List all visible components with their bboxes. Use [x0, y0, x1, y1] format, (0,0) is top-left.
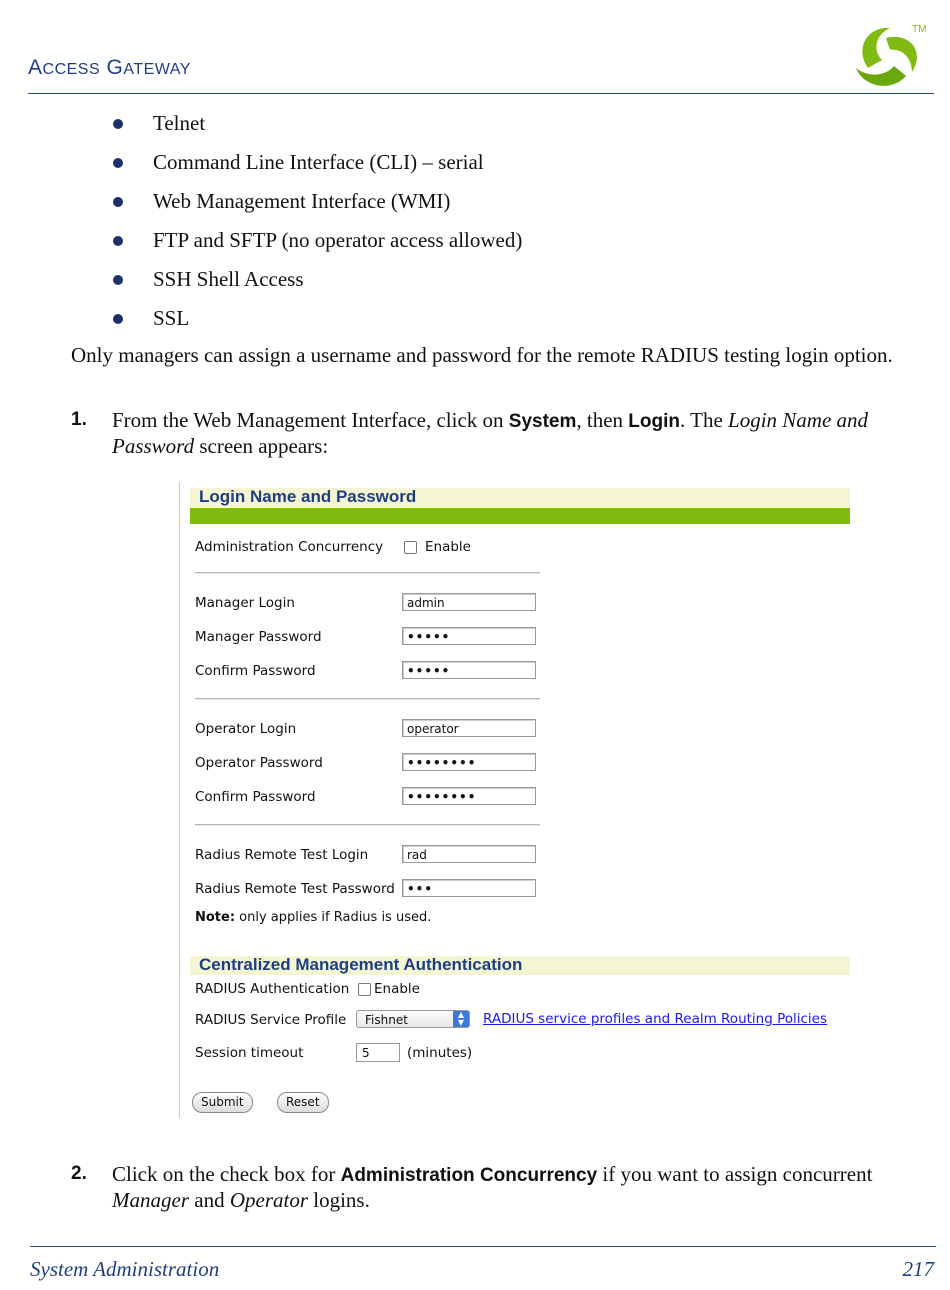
green-bar — [190, 508, 850, 524]
step-text — [112, 408, 933, 458]
cma-title: Centralized Management Authentication — [199, 955, 523, 974]
manager-password-input[interactable]: ••••• — [402, 627, 536, 645]
radius-profile-select[interactable] — [356, 1010, 470, 1028]
radius-profile-value: Fishnet — [365, 1013, 408, 1027]
running-header-title — [28, 56, 191, 80]
step-text-part: logins. — [308, 1188, 370, 1212]
step-1 — [71, 408, 933, 458]
radius-profile-label: RADIUS Service Profile — [195, 1012, 347, 1028]
manager-password-label: Manager Password — [195, 629, 322, 645]
step-text-part: screen appears: — [194, 434, 329, 458]
manager-confirm-input[interactable]: ••••• — [402, 661, 536, 679]
step-text-part: Click on the check box for — [112, 1162, 341, 1186]
manager-confirm-label: Confirm Password — [195, 663, 316, 679]
enable-label: Enable — [425, 539, 471, 555]
admin-concurrency-label: Administration Concurrency — [195, 539, 384, 555]
bullet-icon — [113, 275, 123, 285]
session-timeout-label: Session timeout — [195, 1045, 304, 1061]
select-arrows-icon: ▲ ▼ — [453, 1011, 469, 1027]
step-text-part: if you want to assign concurrent — [597, 1162, 873, 1186]
operator-confirm-input[interactable]: •••••••• — [402, 787, 536, 805]
radius-auth-label: RADIUS Authentication — [195, 981, 350, 997]
header-initial-a: A — [28, 56, 43, 79]
operator-password-input[interactable]: •••••••• — [402, 753, 536, 771]
radius-note — [195, 910, 431, 925]
bullet-icon — [113, 314, 123, 324]
step-italic-operator: Operator — [229, 1188, 308, 1212]
operator-login-label: Operator Login — [195, 721, 297, 737]
divider — [195, 698, 540, 699]
note-text: only applies if Radius is used. — [235, 910, 432, 925]
radius-password-input[interactable]: ••• — [402, 879, 536, 897]
session-timeout-input[interactable]: 5 — [356, 1043, 400, 1062]
radius-profiles-link[interactable]: RADIUS service profiles and Realm Routing Policies — [483, 1011, 828, 1027]
list-item — [110, 149, 522, 188]
bullet-icon — [113, 119, 123, 129]
list-item — [110, 266, 522, 305]
page-number: 217 — [902, 1257, 934, 1281]
logo-trademark: TM — [912, 24, 927, 35]
divider — [195, 572, 540, 573]
step-number: 1. — [71, 409, 87, 430]
bullet-icon — [113, 197, 123, 207]
step-bold-system: System — [508, 411, 577, 432]
footer-section-name: System Administration — [30, 1257, 220, 1281]
bullet-icon — [113, 236, 123, 246]
operator-confirm-label: Confirm Password — [195, 789, 316, 805]
step-text — [112, 1162, 933, 1212]
note-bold: Note: — [195, 910, 236, 925]
list-item-text: SSH Shell Access — [153, 267, 304, 291]
submit-button[interactable]: Submit — [192, 1092, 253, 1113]
manager-login-input[interactable]: admin — [402, 593, 536, 611]
step-text-part: . The — [680, 408, 729, 432]
step-bold-admin-concurrency: Administration Concurrency — [340, 1165, 598, 1186]
step-text-part: From the Web Management Interface, click on — [112, 408, 509, 432]
step-italic-screen-name: Login Name and Password — [112, 408, 869, 458]
operator-password-label: Operator Password — [195, 755, 323, 771]
radius-auth-checkbox[interactable] — [358, 983, 371, 996]
screen-title: Login Name and Password — [199, 487, 417, 506]
login-screen-screenshot — [179, 482, 852, 1118]
header-initial-g: G — [106, 56, 124, 79]
list-item — [110, 110, 522, 149]
header-rule — [28, 93, 934, 94]
managers-paragraph: Only managers can assign a username and password for the remote RADIUS testing login option. — [71, 343, 893, 367]
step-number: 2. — [71, 1163, 87, 1184]
header-rest-g: ATEWAY — [123, 61, 191, 78]
list-item — [110, 227, 522, 266]
radius-password-label: Radius Remote Test Password — [195, 881, 395, 897]
radius-auth-enable-label: Enable — [374, 981, 420, 997]
list-item — [110, 305, 522, 344]
divider — [195, 824, 540, 825]
step-text-part: and — [189, 1188, 230, 1212]
operator-login-input[interactable]: operator — [402, 719, 536, 737]
session-timeout-unit: (minutes) — [407, 1045, 473, 1061]
radius-login-label: Radius Remote Test Login — [195, 847, 369, 863]
access-methods-list — [110, 110, 522, 344]
list-item-text: Telnet — [153, 111, 206, 135]
company-swirl-logo-icon — [846, 18, 932, 92]
step-italic-manager: Manager — [112, 1188, 189, 1212]
header-rest-a: CCESS — [42, 61, 101, 78]
admin-concurrency-checkbox[interactable] — [404, 541, 417, 554]
bullet-icon — [113, 158, 123, 168]
list-item-text: Web Management Interface (WMI) — [153, 189, 451, 213]
footer-rule — [30, 1246, 936, 1247]
step-2 — [71, 1162, 933, 1212]
step-bold-login: Login — [628, 411, 680, 432]
list-item-text: SSL — [153, 306, 190, 330]
list-item — [110, 188, 522, 227]
list-item-text: FTP and SFTP (no operator access allowed) — [153, 228, 523, 252]
manager-login-label: Manager Login — [195, 595, 295, 611]
step-text-part: , then — [576, 408, 629, 432]
radius-login-input[interactable]: rad — [402, 845, 536, 863]
reset-button[interactable]: Reset — [277, 1092, 329, 1113]
list-item-text: Command Line Interface (CLI) – serial — [153, 150, 484, 174]
